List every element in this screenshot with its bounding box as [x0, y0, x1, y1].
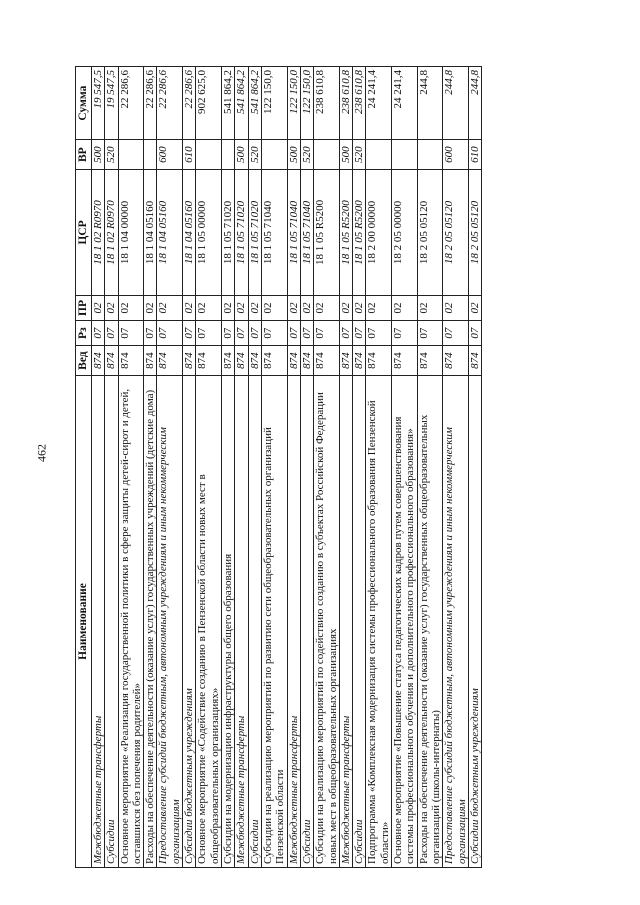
cell-rz: 07 — [222, 321, 235, 346]
table-body — [91, 67, 481, 868]
table-row — [443, 67, 469, 868]
cell-pr: 02 — [157, 295, 183, 320]
cell-rz: 07 — [300, 321, 313, 346]
cell-name: Основное мероприятие «Повышение статуса педагогических кадров путем совершенствования системы профессионального обучения и дополнительного профессионального образования» — [392, 375, 418, 867]
cell-vr — [392, 140, 418, 170]
cell-ved: 874 — [339, 346, 352, 376]
cell-vr — [144, 140, 157, 170]
cell-ved: 874 — [353, 346, 366, 376]
cell-pr: 02 — [314, 295, 340, 320]
cell-name: Субсидии — [248, 375, 261, 867]
cell-pr: 02 — [118, 295, 144, 320]
cell-csr: 18 1 05 R5200 — [353, 170, 366, 296]
cell-ved: 874 — [105, 346, 118, 376]
cell-name: Предоставление субсидий бюджетным, автономным учреждениям и иным некоммерческим организациям — [157, 375, 183, 867]
cell-ved: 874 — [144, 346, 157, 376]
cell-rz: 07 — [183, 321, 196, 346]
cell-ved: 874 — [157, 346, 183, 376]
cell-name: Расходы на обеспечение деятельности (оказание услуг) государственных учреждений (детские дома) — [144, 375, 157, 867]
cell-csr: 18 2 05 05120 — [443, 170, 469, 296]
table-row — [468, 67, 481, 868]
header-pr: ПР — [76, 295, 92, 320]
cell-sum: 902 625,0 — [196, 67, 222, 140]
cell-ved: 874 — [118, 346, 144, 376]
cell-vr — [118, 140, 144, 170]
cell-sum: 122 150,0 — [287, 67, 300, 140]
cell-pr: 02 — [468, 295, 481, 320]
table-row — [300, 67, 313, 868]
cell-rz: 07 — [196, 321, 222, 346]
table-row — [118, 67, 144, 868]
cell-csr: 18 2 05 05120 — [417, 170, 443, 296]
cell-name: Субсидии — [105, 375, 118, 867]
cell-csr: 18 1 04 05160 — [157, 170, 183, 296]
cell-vr — [222, 140, 235, 170]
cell-name: Расходы на обеспечение деятельности (оказание услуг) государственных общеобразовательных организаций (школы-интернаты) — [417, 375, 443, 867]
cell-pr: 02 — [287, 295, 300, 320]
cell-sum: 244,8 — [443, 67, 469, 140]
table-row — [183, 67, 196, 868]
cell-sum: 22 286,6 — [157, 67, 183, 140]
table-row — [105, 67, 118, 868]
cell-name: Субсидии на модернизацию инфраструктуры общего образования — [222, 375, 235, 867]
cell-ved: 874 — [366, 346, 392, 376]
cell-ved: 874 — [300, 346, 313, 376]
cell-rz: 07 — [392, 321, 418, 346]
cell-rz: 07 — [443, 321, 469, 346]
cell-pr: 02 — [235, 295, 248, 320]
cell-ved: 874 — [417, 346, 443, 376]
cell-sum: 238 610,8 — [339, 67, 352, 140]
cell-vr — [417, 140, 443, 170]
cell-sum: 19 547,5 — [105, 67, 118, 140]
cell-vr — [366, 140, 392, 170]
cell-vr: 500 — [91, 140, 104, 170]
table-row — [248, 67, 261, 868]
cell-ved: 874 — [235, 346, 248, 376]
cell-name: Подпрограмма «Комплексная модернизация системы профессионального образования Пензенской области» — [366, 375, 392, 867]
page-number: 462 — [34, 444, 49, 462]
cell-name: Основное мероприятие «Содействие созданию в Пензенской области новых мест в общеобразовательных организациях» — [196, 375, 222, 867]
cell-ved: 874 — [392, 346, 418, 376]
cell-sum: 24 241,4 — [366, 67, 392, 140]
cell-rz: 07 — [468, 321, 481, 346]
cell-sum: 122 150,0 — [300, 67, 313, 140]
cell-ved: 874 — [287, 346, 300, 376]
table-row — [91, 67, 104, 868]
cell-pr: 02 — [300, 295, 313, 320]
table-row — [353, 67, 366, 868]
table-row — [235, 67, 248, 868]
cell-vr: 600 — [443, 140, 469, 170]
cell-csr: 18 1 05 71020 — [222, 170, 235, 296]
cell-pr: 02 — [392, 295, 418, 320]
cell-rz: 07 — [157, 321, 183, 346]
cell-pr: 02 — [417, 295, 443, 320]
cell-ved: 874 — [443, 346, 469, 376]
cell-sum: 19 547,5 — [91, 67, 104, 140]
cell-rz: 07 — [417, 321, 443, 346]
cell-ved: 874 — [248, 346, 261, 376]
cell-csr: 18 1 02 R0970 — [91, 170, 104, 296]
cell-sum: 22 286,6 — [144, 67, 157, 140]
cell-vr: 520 — [353, 140, 366, 170]
cell-csr: 18 1 05 00000 — [196, 170, 222, 296]
cell-rz: 07 — [105, 321, 118, 346]
cell-vr — [196, 140, 222, 170]
cell-name: Предоставление субсидий бюджетным, автономным учреждениям и иным некоммерческим организациям — [443, 375, 469, 867]
cell-sum: 22 286,6 — [118, 67, 144, 140]
cell-rz: 07 — [261, 321, 287, 346]
cell-csr: 18 2 00 00000 — [366, 170, 392, 296]
table-row — [157, 67, 183, 868]
cell-csr: 18 1 02 R0970 — [105, 170, 118, 296]
cell-name: Субсидии на реализацию мероприятий по развитию сети общеобразовательных организаций Пензенской области — [261, 375, 287, 867]
cell-name: Межбюджетные трансферты — [235, 375, 248, 867]
cell-rz: 07 — [366, 321, 392, 346]
cell-ved: 874 — [468, 346, 481, 376]
cell-sum: 244,8 — [417, 67, 443, 140]
cell-vr: 500 — [235, 140, 248, 170]
cell-vr — [261, 140, 287, 170]
cell-name: Межбюджетные трансферты — [339, 375, 352, 867]
cell-sum: 541 864,2 — [222, 67, 235, 140]
cell-rz: 07 — [91, 321, 104, 346]
cell-csr: 18 1 05 71040 — [300, 170, 313, 296]
cell-sum: 22 286,6 — [183, 67, 196, 140]
cell-sum: 238 610,8 — [353, 67, 366, 140]
cell-csr: 18 1 05 71040 — [261, 170, 287, 296]
cell-name: Субсидии — [300, 375, 313, 867]
cell-csr: 18 2 05 05120 — [468, 170, 481, 296]
cell-sum: 541 864,2 — [235, 67, 248, 140]
cell-csr: 18 2 05 00000 — [392, 170, 418, 296]
table-row — [287, 67, 300, 868]
cell-ved: 874 — [183, 346, 196, 376]
cell-rz: 07 — [314, 321, 340, 346]
cell-rz: 07 — [287, 321, 300, 346]
cell-pr: 02 — [183, 295, 196, 320]
cell-pr: 02 — [353, 295, 366, 320]
header-vr: ВР — [76, 140, 92, 170]
table-header-row — [76, 67, 92, 868]
cell-csr: 18 1 05 R5200 — [339, 170, 352, 296]
table-row — [339, 67, 352, 868]
cell-pr: 02 — [366, 295, 392, 320]
cell-rz: 07 — [144, 321, 157, 346]
cell-pr: 02 — [339, 295, 352, 320]
cell-vr: 500 — [339, 140, 352, 170]
cell-csr: 18 1 05 R5200 — [314, 170, 340, 296]
cell-sum: 122 150,0 — [261, 67, 287, 140]
rotated-table-container — [75, 66, 615, 868]
cell-vr: 520 — [105, 140, 118, 170]
cell-csr: 18 1 05 71020 — [235, 170, 248, 296]
header-rz: Рз — [76, 321, 92, 346]
table-row — [366, 67, 392, 868]
table-row — [261, 67, 287, 868]
cell-pr: 02 — [144, 295, 157, 320]
cell-vr: 520 — [248, 140, 261, 170]
cell-vr: 600 — [157, 140, 183, 170]
cell-rz: 07 — [235, 321, 248, 346]
cell-pr: 02 — [91, 295, 104, 320]
header-csr: ЦСР — [76, 170, 92, 296]
cell-name: Субсидии на реализацию мероприятий по содействию созданию в субъектах Российской Федерации новых мест в общеобразовательных организациях — [314, 375, 340, 867]
table-row — [417, 67, 443, 868]
cell-pr: 02 — [261, 295, 287, 320]
header-ved: Вед — [76, 346, 92, 376]
cell-rz: 07 — [353, 321, 366, 346]
cell-csr: 18 1 04 05160 — [183, 170, 196, 296]
cell-pr: 02 — [443, 295, 469, 320]
cell-ved: 874 — [91, 346, 104, 376]
cell-rz: 07 — [248, 321, 261, 346]
cell-csr: 18 1 04 00000 — [118, 170, 144, 296]
cell-sum: 238 610,8 — [314, 67, 340, 140]
cell-pr: 02 — [196, 295, 222, 320]
cell-vr: 500 — [287, 140, 300, 170]
cell-name: Межбюджетные трансферты — [287, 375, 300, 867]
table-row — [392, 67, 418, 868]
header-sum: Сумма — [76, 67, 92, 140]
cell-sum: 541 864,2 — [248, 67, 261, 140]
cell-csr: 18 1 05 71040 — [287, 170, 300, 296]
table-row — [196, 67, 222, 868]
cell-vr — [314, 140, 340, 170]
cell-ved: 874 — [314, 346, 340, 376]
cell-pr: 02 — [105, 295, 118, 320]
cell-name: Межбюджетные трансферты — [91, 375, 104, 867]
cell-vr: 610 — [468, 140, 481, 170]
cell-ved: 874 — [222, 346, 235, 376]
cell-name: Субсидии бюджетным учреждениям — [468, 375, 481, 867]
cell-rz: 07 — [339, 321, 352, 346]
cell-pr: 02 — [248, 295, 261, 320]
cell-vr: 610 — [183, 140, 196, 170]
budget-table — [75, 66, 482, 868]
cell-csr: 18 1 05 71020 — [248, 170, 261, 296]
cell-name: Субсидии — [353, 375, 366, 867]
table-row — [144, 67, 157, 868]
cell-rz: 07 — [118, 321, 144, 346]
cell-name: Субсидии бюджетным учреждениям — [183, 375, 196, 867]
cell-ved: 874 — [261, 346, 287, 376]
header-name: Наименование — [76, 375, 92, 867]
table-row — [222, 67, 235, 868]
cell-sum: 244,8 — [468, 67, 481, 140]
cell-vr: 520 — [300, 140, 313, 170]
cell-pr: 02 — [222, 295, 235, 320]
cell-sum: 24 241,4 — [392, 67, 418, 140]
cell-csr: 18 1 04 05160 — [144, 170, 157, 296]
table-row — [314, 67, 340, 868]
cell-ved: 874 — [196, 346, 222, 376]
cell-name: Основное мероприятие «Реализация государственной политики в сфере защиты детей-сирот и детей, оставшихся без попечения родителей» — [118, 375, 144, 867]
